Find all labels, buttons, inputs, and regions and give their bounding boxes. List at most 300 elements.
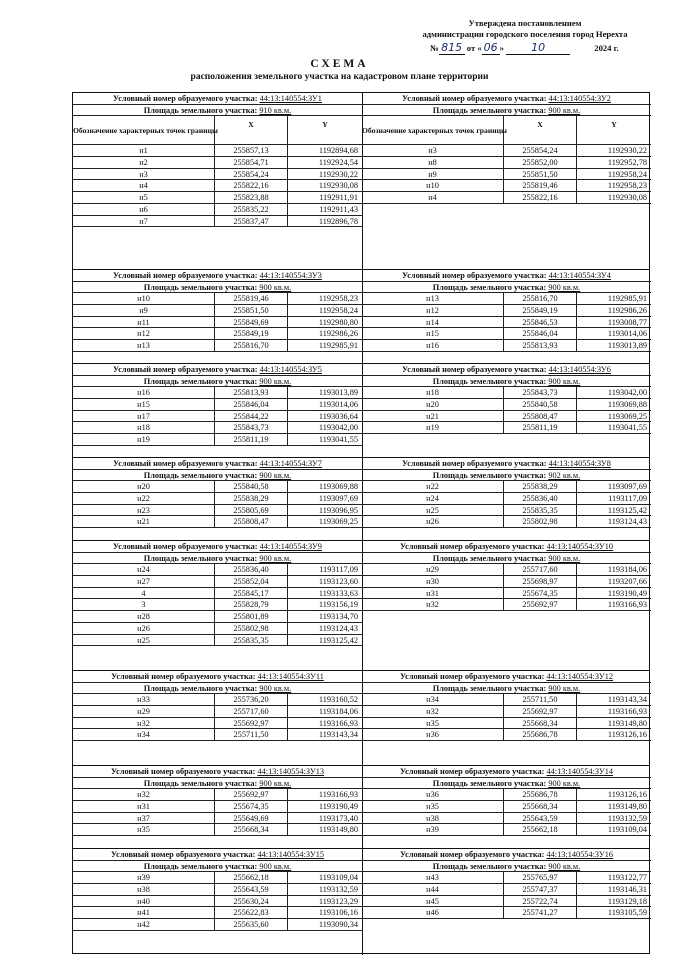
coordinate-row — [362, 516, 651, 528]
parcel-area-label: Площадь земельного участка: — [143, 105, 260, 115]
point-name: н46 — [362, 907, 504, 918]
coordinate-row — [362, 317, 651, 329]
y-coordinate: 1192980,80 — [318, 317, 358, 327]
point-name: н24 — [73, 564, 215, 575]
parcel-area-label: Площадь земельного участка: — [432, 778, 549, 788]
coordinate-row — [362, 884, 651, 896]
parcel-number-row — [73, 849, 362, 861]
parcel-number-label: Условный номер образуемого участка: — [399, 542, 547, 551]
x-coordinate: 255668,34 — [504, 801, 577, 812]
point-name: н25 — [73, 635, 215, 646]
y-coordinate: 1193160,52 — [318, 695, 358, 705]
coordinate-row — [362, 340, 651, 352]
number-prefix: № — [430, 43, 439, 53]
coordinate-row — [73, 180, 362, 192]
parcel-number: 44:13:140554:ЗУ2 — [548, 94, 611, 103]
point-name: н21 — [73, 516, 215, 527]
point-name: н37 — [73, 813, 215, 824]
parcel-area: 900 кв.м. — [548, 683, 581, 693]
y-coordinate: 1193146,31 — [607, 885, 647, 895]
point-name: н40 — [73, 896, 215, 907]
point-name: н18 — [362, 387, 504, 398]
parcel-number: 44:13:140554:ЗУ13 — [257, 767, 325, 776]
parcel-area-row — [362, 553, 651, 565]
parcel-table — [73, 849, 362, 931]
coordinate-row — [73, 169, 362, 181]
date-prefix: от « — [466, 43, 482, 53]
coordinate-row — [73, 611, 362, 623]
parcel-number-label: Условный номер образуемого участка: — [402, 271, 549, 280]
coordinate-row — [73, 305, 362, 317]
coordinate-row — [73, 399, 362, 411]
date-separator: » — [499, 43, 504, 53]
coordinate-row — [362, 145, 651, 157]
y-coordinate: 1193123,60 — [318, 577, 358, 587]
y-coordinate: 1193156,19 — [318, 600, 358, 610]
y-coordinate: 1193124,43 — [607, 517, 647, 527]
point-name: н2 — [73, 157, 215, 168]
y-coordinate: 1192985,91 — [607, 294, 647, 304]
parcel-number-row — [73, 766, 362, 778]
parcel-number-row — [362, 270, 651, 282]
y-coordinate: 1192896,78 — [318, 216, 358, 226]
y-coordinate: 1193096,95 — [318, 505, 358, 515]
parcel-area-label: Площадь земельного участка: — [432, 376, 549, 386]
y-coordinate: 1193149,80 — [318, 825, 358, 835]
y-coordinate: 1193207,66 — [607, 577, 647, 587]
point-name: н9 — [362, 169, 504, 180]
parcel-number: 44:13:140554:ЗУ4 — [548, 271, 611, 280]
x-coordinate: 255630,24 — [215, 896, 288, 907]
point-name: н9 — [73, 305, 215, 316]
parcel-area: 900 кв.м. — [259, 376, 292, 386]
point-name: н45 — [362, 896, 504, 907]
y-coordinate: 1193149,80 — [607, 718, 647, 728]
parcel-table — [362, 93, 651, 204]
parcel-number-row — [73, 671, 362, 683]
y-coordinate: 1192952,78 — [607, 158, 647, 168]
x-coordinate: 255692,97 — [215, 718, 288, 729]
point-name: н42 — [73, 919, 215, 930]
parcel-pair-block — [73, 540, 649, 670]
x-coordinate: 255686,78 — [504, 729, 577, 740]
point-name: н26 — [73, 623, 215, 634]
parcel-number-row — [362, 541, 651, 553]
point-name: н29 — [73, 706, 215, 717]
parcel-area-row — [73, 105, 362, 117]
y-coordinate: 1192911,43 — [319, 204, 358, 214]
point-name: н16 — [362, 340, 504, 351]
x-coordinate: 255846,04 — [504, 328, 577, 339]
x-coordinate: 255692,97 — [215, 789, 288, 800]
y-coordinate: 1193124,43 — [318, 623, 358, 633]
parcel-area-row — [362, 778, 651, 790]
coordinate-row — [73, 434, 362, 446]
point-name: н39 — [73, 872, 215, 883]
x-coordinate: 255835,35 — [504, 505, 577, 516]
y-coordinate: 1192986,26 — [318, 329, 358, 339]
coordinate-row — [73, 411, 362, 423]
coordinate-row — [73, 872, 362, 884]
point-name: н25 — [362, 505, 504, 516]
point-name: н32 — [362, 599, 504, 610]
parcel-pair-block — [73, 269, 649, 363]
y-coordinate: 1193134,70 — [318, 612, 358, 622]
parcel-number-label: Условный номер образуемого участка: — [110, 850, 258, 859]
parcel-number-label: Условный номер образуемого участка: — [402, 459, 549, 468]
x-coordinate: 255852,00 — [504, 157, 577, 168]
coordinate-row — [73, 718, 362, 730]
y-coordinate: 1193014,06 — [607, 329, 647, 339]
x-coordinate: 255857,13 — [215, 145, 288, 156]
coordinate-row — [362, 718, 651, 730]
y-coordinate: 1193014,06 — [318, 400, 358, 410]
x-coordinate: 255840,58 — [504, 399, 577, 410]
y-coordinate: 1192958,24 — [318, 306, 358, 316]
coordinate-row — [362, 169, 651, 181]
point-name: н13 — [73, 340, 215, 351]
parcel-area: 900 кв.м. — [259, 683, 292, 693]
x-coordinate: 255851,50 — [215, 305, 288, 316]
parcel-area: 900 кв.м. — [259, 861, 292, 871]
point-name: н7 — [73, 216, 215, 227]
parcel-number: 44:13:140554:ЗУ6 — [548, 365, 611, 374]
parcel-number: 44:13:140554:ЗУ1 — [259, 94, 322, 103]
y-coordinate: 1192930,22 — [607, 146, 647, 156]
x-coordinate: 255674,35 — [504, 588, 577, 599]
coordinate-row — [362, 599, 651, 611]
parcel-table — [73, 93, 362, 227]
parcel-number-label: Условный номер образуемого участка: — [399, 767, 547, 776]
x-coordinate: 255813,93 — [215, 387, 288, 398]
x-coordinate: 255811,19 — [215, 434, 288, 445]
x-coordinate: 255698,97 — [504, 576, 577, 587]
parcel-number-label: Условный номер образуемого участка: — [113, 365, 260, 374]
point-name: н33 — [73, 694, 215, 705]
point-column-header: Обозначение характерных точек границы — [362, 116, 504, 144]
coordinate-row — [73, 896, 362, 908]
x-coordinate: 255854,24 — [215, 169, 288, 180]
x-coordinate: 255692,97 — [504, 706, 577, 717]
y-coordinate: 1193149,80 — [607, 802, 647, 812]
point-name: н23 — [73, 505, 215, 516]
coordinate-row — [362, 907, 651, 919]
point-name: н31 — [73, 801, 215, 812]
x-coordinate: 255802,98 — [504, 516, 577, 527]
x-coordinate: 255844,22 — [215, 411, 288, 422]
parcel-number-label: Условный номер образуемого участка: — [402, 94, 549, 103]
coordinate-row — [362, 789, 651, 801]
point-name: н16 — [73, 387, 215, 398]
y-coordinate: 1193129,18 — [607, 896, 647, 906]
coordinate-row — [362, 387, 651, 399]
x-coordinate: 255854,71 — [215, 157, 288, 168]
coordinate-row — [362, 706, 651, 718]
parcel-table — [73, 541, 362, 646]
x-coordinate: 255711,50 — [215, 729, 288, 740]
coordinate-row — [73, 481, 362, 493]
parcel-number-row — [362, 458, 651, 470]
point-name: н3 — [73, 169, 215, 180]
y-column-header: Y — [611, 120, 617, 130]
x-coordinate: 255711,50 — [504, 694, 577, 705]
parcel-area: 900 кв.м. — [548, 778, 581, 788]
y-coordinate: 1193190,49 — [318, 802, 358, 812]
x-coordinate: 255840,58 — [215, 481, 288, 492]
x-coordinate: 255643,59 — [215, 884, 288, 895]
coordinate-row — [73, 293, 362, 305]
x-coordinate: 255835,35 — [215, 635, 288, 646]
parcel-area-row — [73, 553, 362, 565]
coordinate-row — [73, 422, 362, 434]
x-coordinate: 255801,89 — [215, 611, 288, 622]
parcel-area: 900 кв.м. — [548, 861, 581, 871]
parcel-pair-block — [73, 457, 649, 540]
x-coordinate: 255717,60 — [215, 706, 288, 717]
x-coordinate: 255828,79 — [215, 599, 288, 610]
coordinate-row — [73, 801, 362, 813]
parcel-area: 900 кв.м. — [259, 778, 292, 788]
point-name: н36 — [362, 789, 504, 800]
coordinate-row — [362, 157, 651, 169]
coordinate-row — [73, 564, 362, 576]
parcel-area: 902 кв.м. — [548, 470, 581, 480]
x-coordinate: 255805,69 — [215, 505, 288, 516]
x-column-header: X — [504, 116, 577, 144]
y-coordinate: 1193109,04 — [318, 873, 358, 883]
y-coordinate: 1193109,04 — [607, 825, 647, 835]
point-name: н3 — [362, 145, 504, 156]
approval-line-2: администрации городского поселения город Нерехта — [422, 29, 628, 39]
y-coordinate: 1192930,08 — [607, 193, 647, 203]
x-coordinate: 255662,18 — [504, 824, 577, 835]
coordinate-row — [73, 635, 362, 647]
y-coordinate: 1193106,16 — [318, 908, 358, 918]
x-coordinate: 255845,17 — [215, 588, 288, 599]
coordinate-row — [73, 789, 362, 801]
parcel-area-label: Площадь земельного участка: — [143, 778, 260, 788]
parcel-area: 900 кв.м. — [548, 282, 581, 292]
parcel-area-label: Площадь земельного участка: — [432, 282, 549, 292]
x-coordinate: 255692,97 — [504, 599, 577, 610]
y-coordinate: 1193125,42 — [607, 505, 647, 515]
y-coordinate: 1193069,25 — [318, 517, 358, 527]
point-name: н32 — [73, 718, 215, 729]
parcel-area: 900 кв.м. — [259, 553, 292, 563]
parcel-number: 44:13:140554:ЗУ8 — [548, 459, 611, 468]
y-coordinate: 1193166,93 — [607, 707, 647, 717]
x-coordinate: 255816,70 — [504, 293, 577, 304]
y-coordinate: 1193166,93 — [607, 600, 647, 610]
y-coordinate: 1193132,59 — [607, 813, 647, 823]
x-coordinate: 255837,47 — [215, 216, 288, 227]
parcel-number-row — [73, 458, 362, 470]
parcel-area-row — [73, 861, 362, 873]
x-coordinate: 255843,73 — [215, 422, 288, 433]
coordinate-row — [362, 481, 651, 493]
parcel-number-label: Условный номер образуемого участка: — [113, 94, 260, 103]
parcel-number-row — [73, 541, 362, 553]
x-coordinate: 255846,04 — [215, 399, 288, 410]
y-coordinate: 1193126,16 — [607, 730, 647, 740]
point-name: н8 — [362, 157, 504, 168]
point-name: н19 — [73, 434, 215, 445]
coordinate-row — [362, 564, 651, 576]
x-coordinate: 255808,47 — [504, 411, 577, 422]
x-coordinate: 255849,19 — [504, 305, 577, 316]
y-coordinate: 1193069,88 — [607, 400, 647, 410]
parcel-number-label: Условный номер образуемого участка: — [402, 365, 549, 374]
point-name: н31 — [362, 588, 504, 599]
y-coordinate: 1192958,24 — [607, 169, 647, 179]
point-name: н4 — [73, 180, 215, 191]
x-coordinate: 255838,29 — [504, 481, 577, 492]
coordinate-row — [362, 192, 651, 204]
point-name: н38 — [362, 813, 504, 824]
y-coordinate: 1192924,54 — [318, 158, 358, 168]
y-coordinate: 1193184,06 — [607, 565, 647, 575]
document-title: СХЕМА — [310, 58, 369, 70]
resolution-number-date — [430, 41, 670, 55]
x-coordinate: 255822,16 — [504, 192, 577, 203]
x-coordinate: 255765,97 — [504, 872, 577, 883]
y-coordinate: 1193097,69 — [318, 494, 358, 504]
y-coordinate: 1193069,88 — [318, 482, 358, 492]
y-coordinate: 1193042,00 — [318, 423, 358, 433]
y-coordinate: 1193190,49 — [607, 588, 647, 598]
y-coordinate: 1193041,55 — [607, 423, 647, 433]
parcel-area-label: Площадь земельного участка: — [143, 683, 260, 693]
parcel-number-row — [73, 364, 362, 376]
parcel-pair-block — [73, 670, 649, 765]
point-name: н43 — [362, 872, 504, 883]
point-name: н10 — [73, 293, 215, 304]
parcel-number-row — [73, 93, 362, 105]
y-coordinate: 1193143,34 — [607, 695, 647, 705]
parcel-area: 900 кв.м. — [548, 105, 581, 115]
parcel-table — [362, 458, 651, 528]
parcel-area-row — [362, 105, 651, 117]
x-coordinate: 255851,50 — [504, 169, 577, 180]
x-coordinate: 255662,18 — [215, 872, 288, 883]
parcel-area: 910 кв.м. — [259, 105, 292, 115]
y-coordinate: 1192911,91 — [319, 193, 358, 203]
parcel-number: 44:13:140554:ЗУ11 — [257, 672, 324, 681]
coordinate-row — [362, 399, 651, 411]
parcel-area: 900 кв.м. — [259, 470, 292, 480]
x-coordinate: 255741,27 — [504, 907, 577, 918]
point-name: н20 — [73, 481, 215, 492]
parcel-area-row — [362, 683, 651, 695]
parcel-area-row — [362, 861, 651, 873]
point-name: н11 — [73, 317, 215, 328]
coordinate-row — [362, 411, 651, 423]
point-name: н39 — [362, 824, 504, 835]
x-coordinate: 255635,60 — [215, 919, 288, 930]
parcel-area-label: Площадь земельного участка: — [143, 861, 260, 871]
coordinate-row — [73, 516, 362, 528]
parcel-number-row — [73, 270, 362, 282]
coordinate-row — [73, 387, 362, 399]
x-coordinate: 255819,46 — [504, 180, 577, 191]
point-name: н15 — [73, 399, 215, 410]
coordinates-table — [72, 92, 650, 954]
point-name: н34 — [73, 729, 215, 740]
parcel-area-label: Площадь земельного участка: — [143, 376, 260, 386]
coordinate-row — [73, 216, 362, 228]
parcel-number: 44:13:140554:ЗУ5 — [259, 365, 322, 374]
point-name: н15 — [362, 328, 504, 339]
y-coordinate: 1193122,77 — [607, 873, 647, 883]
coordinate-row — [362, 729, 651, 741]
parcel-table — [73, 766, 362, 836]
coordinate-row — [362, 813, 651, 825]
coordinate-row — [73, 317, 362, 329]
parcel-table — [362, 364, 651, 434]
x-coordinate: 255854,24 — [504, 145, 577, 156]
parcel-number-row — [362, 766, 651, 778]
x-coordinate: 255722,74 — [504, 896, 577, 907]
y-coordinate: 1193184,06 — [318, 707, 358, 717]
x-coordinate: 255736,20 — [215, 694, 288, 705]
x-coordinate: 255686,78 — [504, 789, 577, 800]
point-name: н29 — [362, 564, 504, 575]
point-name: 4 — [73, 588, 215, 599]
parcel-number: 44:13:140554:ЗУ3 — [259, 271, 322, 280]
parcel-number-label: Условный номер образуемого участка: — [113, 542, 260, 551]
x-coordinate: 255622,83 — [215, 907, 288, 918]
resolution-month: 10 — [506, 41, 570, 55]
y-coordinate: 1193132,59 — [318, 885, 358, 895]
x-coordinate: 255852,04 — [215, 576, 288, 587]
x-column-header: X — [215, 116, 288, 144]
point-name: н14 — [362, 317, 504, 328]
parcel-table — [73, 458, 362, 528]
coordinate-row — [362, 896, 651, 908]
x-coordinate: 255717,60 — [504, 564, 577, 575]
point-name: н32 — [73, 789, 215, 800]
coordinate-row — [362, 694, 651, 706]
y-coordinate: 1193036,64 — [318, 411, 358, 421]
point-name: н1 — [73, 145, 215, 156]
y-coordinate: 1193173,40 — [318, 813, 358, 823]
point-name: н35 — [73, 824, 215, 835]
parcel-number: 44:13:140554:ЗУ9 — [259, 542, 322, 551]
resolution-number: 815 — [439, 41, 465, 55]
coordinate-row — [362, 872, 651, 884]
x-coordinate: 255668,34 — [504, 718, 577, 729]
y-coordinate: 1193143,34 — [318, 730, 358, 740]
y-coordinate: 1193117,09 — [319, 565, 358, 575]
x-coordinate: 255816,70 — [215, 340, 288, 351]
resolution-day: 06 — [483, 41, 498, 54]
parcel-area-label: Площадь земельного участка: — [432, 683, 549, 693]
document-subtitle: расположения земельного участка на кадастровом плане территории — [190, 72, 489, 82]
parcel-pair-block — [73, 363, 649, 457]
point-name: н35 — [362, 718, 504, 729]
point-name: н22 — [362, 481, 504, 492]
coordinate-row — [73, 493, 362, 505]
point-name: н18 — [73, 422, 215, 433]
parcel-number-label: Условный номер образуемого участка: — [399, 850, 547, 859]
y-coordinate: 1193097,69 — [607, 482, 647, 492]
y-coordinate: 1193117,09 — [608, 494, 647, 504]
point-name: н44 — [362, 884, 504, 895]
y-coordinate: 1193166,93 — [318, 718, 358, 728]
x-coordinate: 255838,29 — [215, 493, 288, 504]
parcel-area-row — [73, 376, 362, 388]
y-coordinate: 1193126,16 — [607, 790, 647, 800]
